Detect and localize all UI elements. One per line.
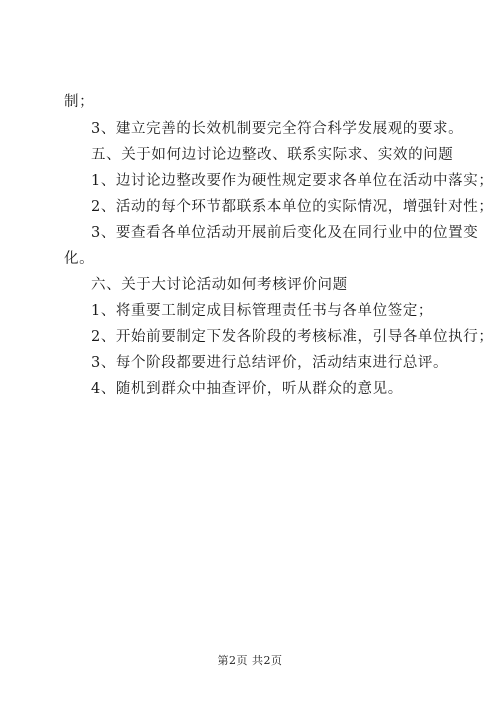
text-line: 制； [64, 94, 95, 110]
text-line: 1、边讨论边整改要作为硬性规定要求各单位在活动中落实； [91, 173, 494, 189]
text-line: 2、活动的每个环节都联系本单位的实际情况，增强针对性； [91, 199, 494, 215]
text-line: 化。 [64, 251, 95, 267]
page-number-footer: 第2页 共2页 [217, 654, 283, 667]
text-line: 2、开始前要制定下发各阶段的考核标准，引导各单位执行； [91, 329, 494, 345]
text-line: 1、将重要工制定成目标管理责任书与各单位签定； [91, 303, 434, 319]
text-line: 3、建立完善的长效机制要完全符合科学发展观的要求。 [91, 121, 464, 137]
section-heading: 六、关于大讨论活动如何考核评价问题 [91, 277, 348, 293]
text-line: 3、要查看各单位活动开展前后变化及在同行业中的位置变 [91, 225, 479, 241]
text-line: 4、随机到群众中抽查评价，听从群众的意见。 [91, 381, 403, 397]
text-line: 3、每个阶段都要进行总结评价，活动结束进行总评。 [91, 355, 449, 371]
section-heading: 五、关于如何边讨论边整改、联系实际求、实效的问题 [91, 147, 454, 163]
